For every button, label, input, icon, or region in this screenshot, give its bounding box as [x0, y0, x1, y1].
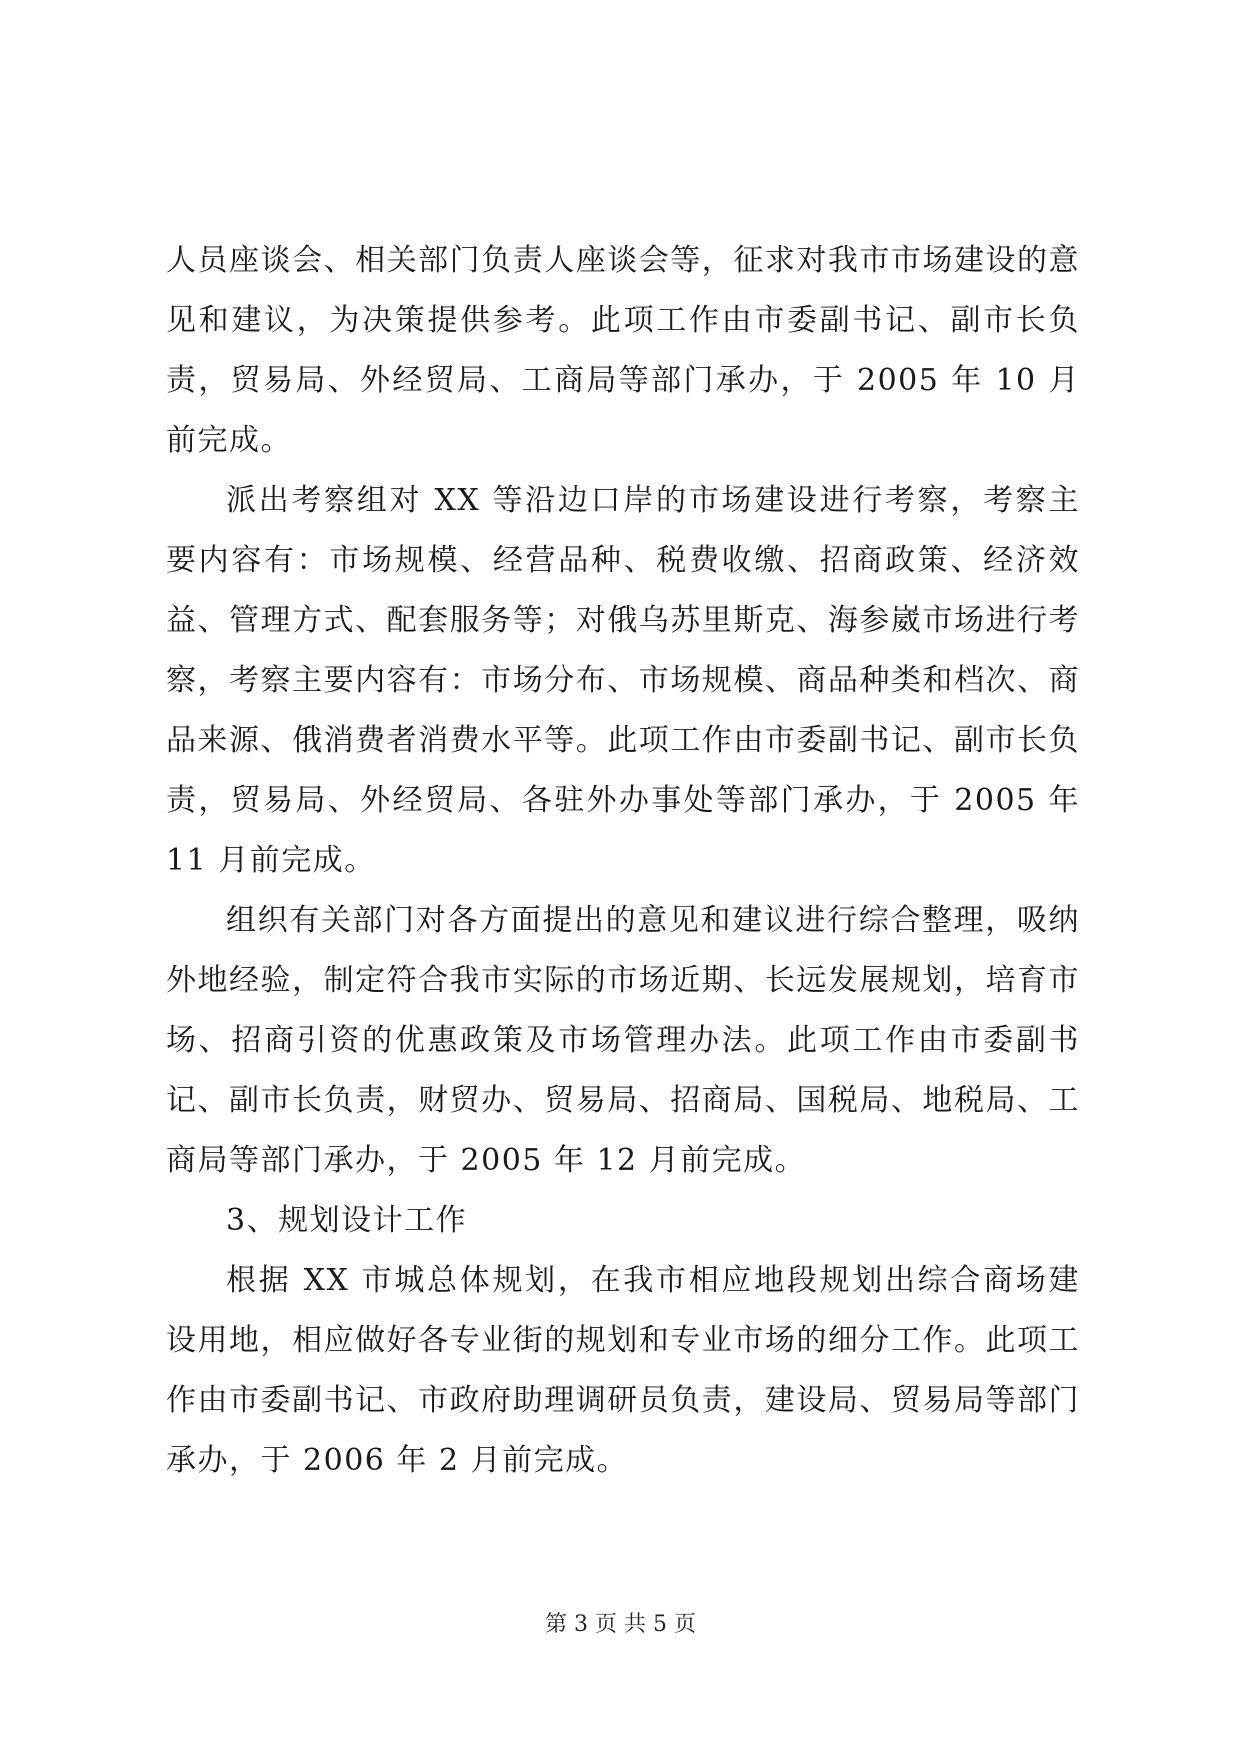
document-body: [166, 231, 1080, 1491]
paragraph-4: 根据 XX 市城总体规划，在我市相应地段规划出综合商场建设用地，相应做好各专业街的规划和专业市场的细分工作。此项工作由市委副书记、市政府助理调研员负责，建设局、贸易局等部门承办，于 2006 年 2 月前完成。: [166, 1263, 1080, 1478]
section-heading: 3、规划设计工作: [226, 1203, 468, 1238]
paragraph-3: 组织有关部门对各方面提出的意见和建议进行综合整理，吸纳外地经验，制定符合我市实际的市场近期、长远发展规划，培育市场、招商引资的优惠政策及市场管理办法。此项工作由市委副书记、副市长负责，财贸办、贸易局、招商局、国税局、地税局、工商局等部门承办，于 2005 年 12 月前完成。: [166, 903, 1080, 1178]
paragraph-2: 派出考察组对 XX 等沿边口岸的市场建设进行考察，考察主要内容有：市场规模、经营品种、税费收缴、招商政策、经济效益、管理方式、配套服务等；对俄乌苏里斯克、海参崴市场进行考察，考察主要内容有：市场分布、市场规模、商品种类和档次、商品来源、俄消费者消费水平等。此项工作由市委副书记、副市长负责，贸易局、外经贸局、各驻外办事处等部门承办，于 2005 年 11 月前完成。: [166, 483, 1080, 878]
page-number-footer: 第 3 页 共 5 页: [545, 1612, 696, 1637]
paragraph-1: 人员座谈会、相关部门负责人座谈会等，征求对我市市场建设的意见和建议，为决策提供参考。此项工作由市委副书记、副市长负责，贸易局、外经贸局、工商局等部门承办，于 2005 年 10 月前完成。: [166, 243, 1080, 458]
